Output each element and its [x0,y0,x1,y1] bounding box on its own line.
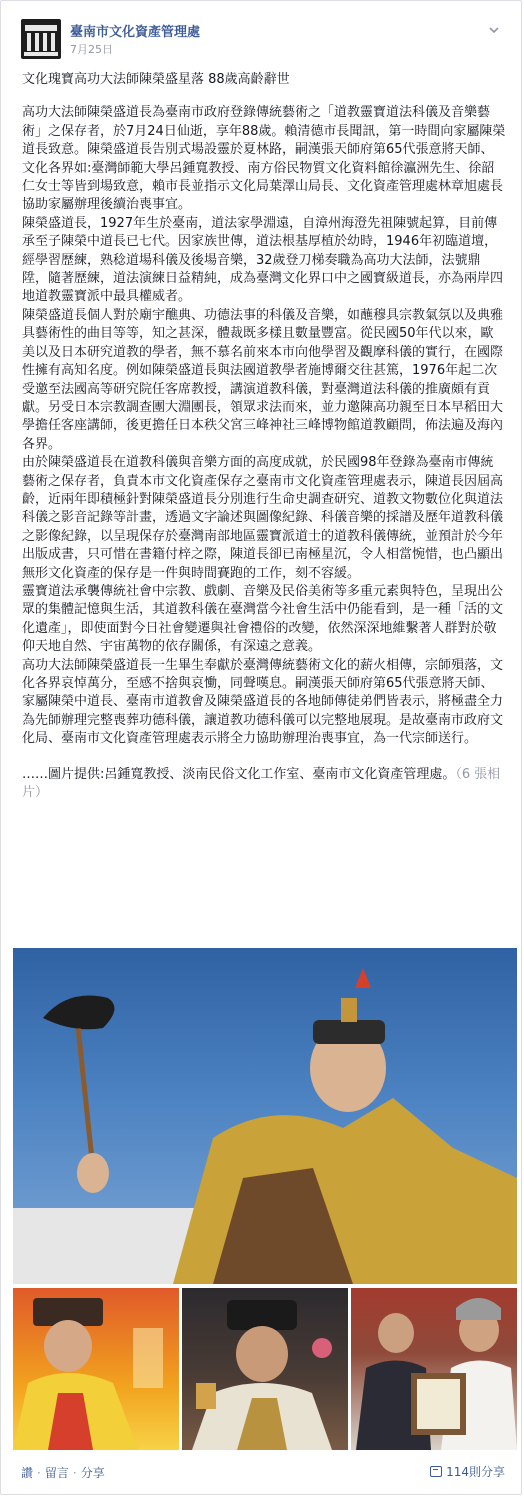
page-name-link[interactable]: 臺南市文化資產管理處 [70,25,201,40]
post-header [13,15,503,59]
post-body [22,71,506,802]
comment-link[interactable]: 留言 [44,1466,69,1480]
photo-main[interactable] [13,948,517,1284]
post-paragraph-1: 高功大法師陳榮盛道長為臺南市政府登錄傳統藝術之「道教靈寶道法科儀及音樂藝術」之保存者，於7月24日仙逝，享年88歲。賴清德市長聞訊，第一時間向家屬陳榮道長致意。陳榮盛道長告別式場設靈於夏林路，嗣漢張天師府第65代張意將天師、文化各界如:臺灣師範大學呂鍾寬教授、南方俗民物質文化資料館徐瀛洲先生、徐韶仁女士等皆到場致意，賴市長並指示文化局葉澤山局長、文化資產管理處林章旭處長協助家屬辦理後續治喪事宜。 [22,105,506,213]
photo-count-link[interactable]: （6 張相片） [22,766,501,801]
share-link[interactable]: 分享 [80,1466,105,1480]
page-avatar[interactable] [21,19,61,59]
chevron-down-icon[interactable] [489,25,499,35]
photo-thumbnail-1[interactable] [13,1288,179,1450]
like-link[interactable]: 讚 [21,1466,34,1480]
post-paragraph-5: 靈寶道法承襲傳統社會中宗教、戲劇、音樂及民俗美術等多重元素與特色，呈現出公眾的集體記憶與生活，其道教科儀在臺灣當今社會生活中仍能看到，是一種「活的文化遺產」，即使面對今日社會變遷與社會禮俗的改變，依然深深地維繫著人群對於敬仰天地自然、宇宙萬物的依存關係，有深遠之意義。 [22,583,504,655]
post-timestamp[interactable]: 7月25日 [70,43,113,56]
action-separator: · [72,1466,77,1480]
post-paragraph-2: 陳榮盛道長，1927年生於臺南，道法家學淵遠，自漳州海澄先祖陳號起算，目前傳承至子陳榮中道長已七代。因家族世傳，道法根基厚植於幼時，1946年初臨道壇，經學習歷練，熟稔道場科儀及後場音樂，32歲登刀梯奏職為高功大法師，法號鼎陞，隨著歷練，道法演練日益精純，成為臺灣文化界口中之國寶級道長，亦為兩岸四地道教靈寶派中最具權威者。 [22,215,504,305]
post-headline: 文化瑰寶高功大法師陳榮盛星落 88歲高齡辭世 [22,72,290,87]
share-count-text: 114則分享 [446,1465,505,1479]
photo-credits-text: ……圖片提供:呂鍾寬教授、淡南民俗文化工作室、臺南市文化資產管理處。 [22,766,456,782]
photo-grid [13,948,517,1451]
post-paragraph-4: 由於陳榮盛道長在道教科儀與音樂方面的高度成就，於民國98年登錄為臺南市傳統藝術之保存者，負責本市文化資產保存之臺南市文化資產管理處表示，陳道長因屆高齡，近兩年即積極針對陳榮盛道長分別進行生命史調查研究、道教文物數位化與道法科儀之影音記錄等計畫，透過文字論述與圖像紀錄、科儀音樂的採譜及歷年道教科儀之影像紀錄，以呈現保存於臺灣南部地區靈寶派道士的道教科儀傳統，並預計於今年出版成書，只可惜在書籍付梓之際，陳道長卻已南極星沉，令人相當惋惜，也凸顯出無形文化資產的保存是一件與時間賽跑的工作，刻不容緩。 [22,455,504,581]
post-paragraph-3: 陳榮盛道長個人對於廟宇醮典、功德法事的科儀及音樂，如蘸穆具宗教氣氛以及典雅具藝術性的曲目等等，知之甚深，體裁既多樣且數量豐富。從民國50年代以來，歐美以及日本研究道教的學者，無不慕名前來本市向他學習及觀摩科儀的實行，在國際性擁有高知名度。例如陳榮盛道長與法國道教學者施博爾交往甚篤，1976年起二次受邀至法國高等研究院任客席教授，講演道教科儀，對臺灣道法科儀的推廣頗有貢獻。另受日本宗教調查團大淵團長，領眾求法而來，並力邀陳高功親至日本早稻田大學擔任客座講師，後更擔任日本秩父宮三峰神社三峰博物館道教顧問，佈法遍及海內各界。 [22,307,504,452]
post-actions [21,1464,105,1481]
share-count-link[interactable] [430,1463,505,1480]
photo-thumbnail-3[interactable] [351,1288,517,1450]
share-icon [430,1466,442,1477]
photo-thumbnail-2[interactable] [182,1288,348,1450]
action-separator: · [37,1466,41,1480]
photo-credits [22,766,506,803]
post-paragraph-6: 高功大法師陳榮盛道長一生畢生奉獻於臺灣傳統藝術文化的薪火相傳，宗師殞落，文化各界哀悼萬分，至感不捨與哀慟，同聲嘆息。嗣漢張天師府第65代張意將天師、家屬陳榮中道長、臺南市道教會及陳榮盛道長的各地師傳徒弟們皆表示，將極盡全力為先師辦理完整喪葬功德科儀，讓道教功德科儀可以完整地展現。是故臺南市政府文化局、臺南市文化資產管理處表示將全力協助辦理治喪事宜，為一代宗師送行。 [22,657,504,747]
